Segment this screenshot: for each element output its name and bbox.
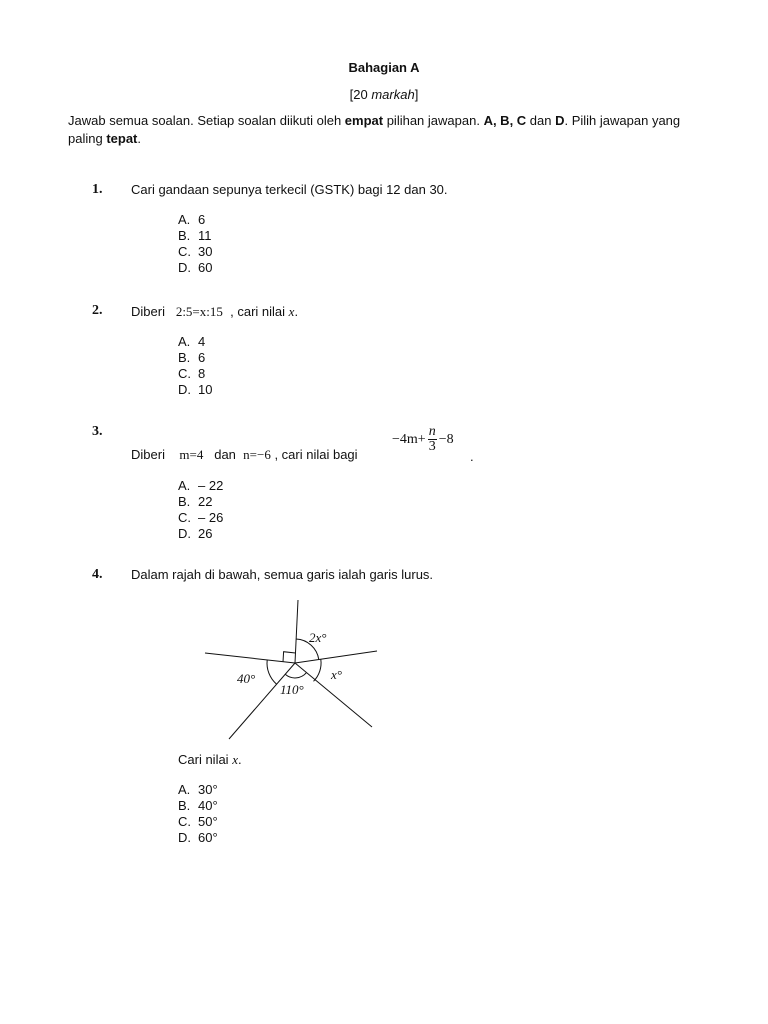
q2-number: 2. (92, 303, 103, 318)
q3-m-expression: m=4 (179, 447, 204, 462)
q3-expr-right: −8 (438, 432, 454, 448)
instr-text-5: . (137, 131, 141, 146)
q2-pre: Diberi (131, 304, 165, 319)
arc-x (314, 659, 322, 681)
q2-ratio-expression: 2:5=x:15 (175, 304, 223, 319)
q1-option-a: A. 6 (178, 212, 206, 227)
q3-pre: Diberi (131, 447, 165, 462)
q1-number: 1. (92, 182, 103, 197)
line-up (295, 600, 298, 663)
q2-option-c: C. 8 (178, 366, 206, 381)
q4-option-d: D. 60° (178, 830, 218, 845)
q4-find-end: . (237, 752, 242, 767)
q3-option-b: B. 22 (178, 494, 213, 509)
q4-option-a: A. 30° (178, 782, 218, 797)
q3-expr-left: −4m+ (392, 432, 426, 448)
q2-variable: x (288, 304, 295, 319)
q1-option-c: C. 30 (178, 244, 213, 259)
q3-fraction (428, 425, 437, 454)
instr-text-3: dan (526, 113, 556, 128)
q3-expression (392, 425, 454, 454)
q4-option-b: B. 40° (178, 798, 218, 813)
q4-text: Dalam rajah di bawah, semua garis ialah garis lurus. (131, 567, 434, 582)
q1-text: Cari gandaan sepunya terkecil (GSTK) bagi 12 dan 30. (131, 182, 448, 197)
arc-40 (267, 660, 277, 684)
instr-text-1: Jawab semua soalan. Setiap soalan diikuti oleh (68, 113, 345, 128)
q2-mid: , cari nilai (230, 304, 286, 319)
q3-end: . (470, 449, 474, 464)
q2-option-d: D. 10 (178, 382, 213, 397)
q2-text (131, 304, 298, 320)
line-left (205, 653, 295, 663)
q4-option-c: C. 50° (178, 814, 218, 829)
instr-text-4: . Pilih jawapan yang paling (68, 113, 681, 146)
q3-option-c: C. – 26 (178, 510, 224, 525)
instr-text-2: pilihan jawapan. (383, 113, 484, 128)
label-x: x° (331, 667, 342, 682)
q4-find-variable: x (232, 752, 238, 767)
q1-options (178, 212, 212, 276)
section-title: Bahagian A (348, 60, 420, 75)
q3-text (131, 447, 358, 463)
q3-frac-numerator: n (428, 424, 436, 439)
instr-bold-2: A, B, C (483, 113, 527, 128)
instr-bold-1: empat (344, 113, 384, 128)
q4-find (178, 752, 242, 768)
q3-options (178, 478, 223, 542)
arc-110 (285, 673, 306, 678)
instr-bold-4: tepat (106, 131, 138, 146)
q3-n-expression: n=−6 (243, 447, 271, 462)
q4-options (178, 782, 218, 846)
angle-diagram (195, 590, 395, 740)
q3-option-d: D. 26 (178, 526, 213, 541)
marks-label (0, 87, 768, 102)
instr-bold-3: D (555, 113, 565, 128)
q2-option-a: A. 4 (178, 334, 206, 349)
q4-number: 4. (92, 567, 103, 582)
q3-frac-denominator: 3 (428, 439, 436, 454)
q3-and: dan (214, 447, 236, 462)
q4-find-pre: Cari nilai (178, 752, 229, 767)
q2-options (178, 334, 212, 398)
q2-end: . (294, 304, 299, 319)
q3-option-a: A. – 22 (178, 478, 224, 493)
right-angle-mark (283, 652, 296, 662)
label-110: 110° (280, 682, 304, 697)
q1-option-d: D. 60 (178, 260, 213, 275)
q3-number: 3. (92, 424, 103, 439)
marks-close: ] (414, 87, 419, 102)
line-right (295, 651, 377, 663)
marks-word: markah (371, 87, 415, 102)
q1-option-b: B. 11 (178, 228, 212, 243)
instructions (68, 112, 708, 148)
label-40: 40° (237, 671, 256, 686)
label-2x: 2x° (309, 630, 327, 645)
marks-open: [20 (349, 87, 372, 102)
q3-mid: , cari nilai bagi (274, 447, 358, 462)
q2-option-b: B. 6 (178, 350, 206, 365)
